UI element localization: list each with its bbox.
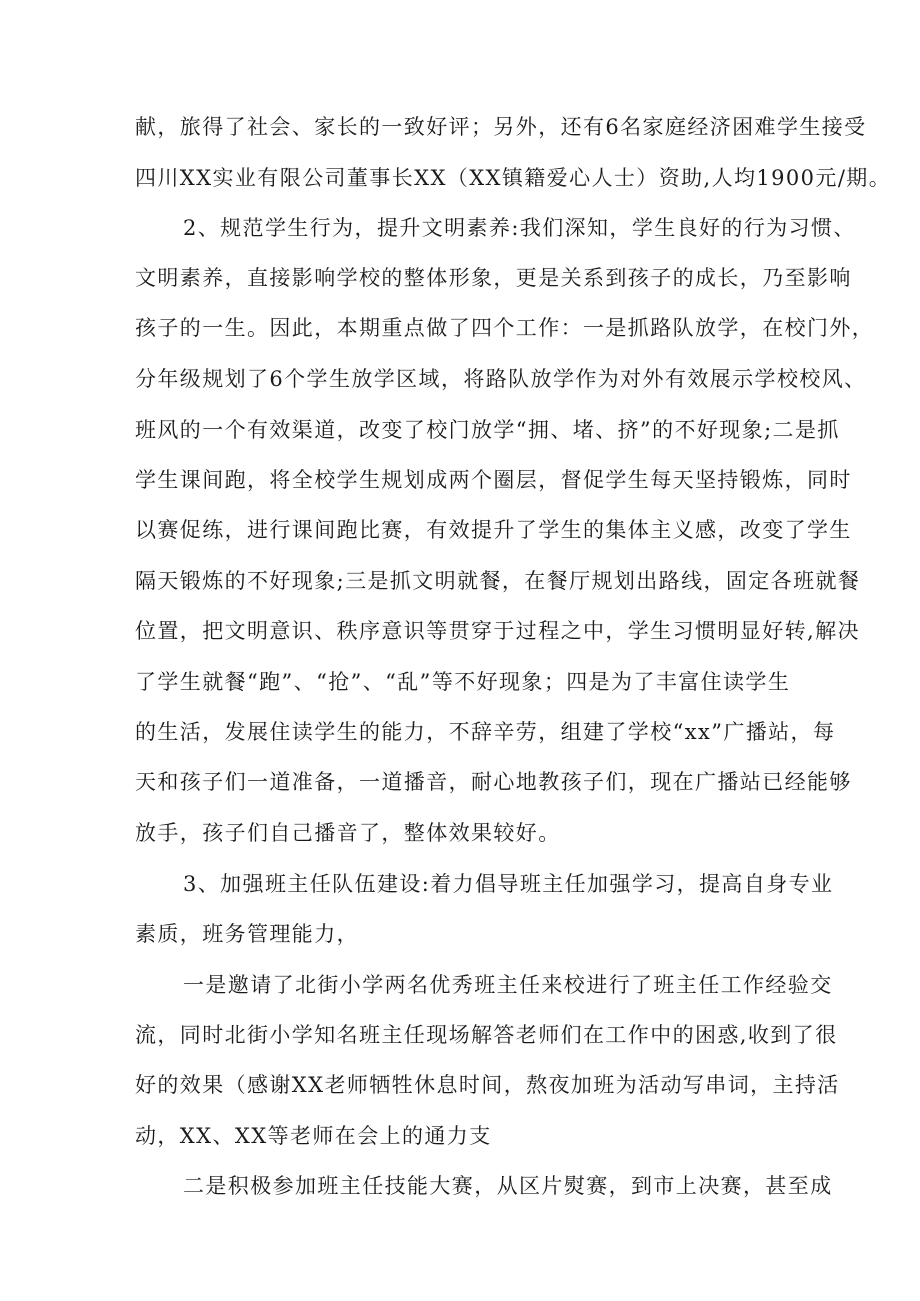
- text-line: 素质，班务管理能力，: [135, 922, 359, 946]
- text-line: 分年级规划了6个学生放学区域，将路队放学作为对外有效展示学校校风、: [135, 367, 867, 391]
- text-line: 好的效果（感谢XX老师牺牲休息时间，熬夜加班为活动写串词，主持活: [135, 1073, 840, 1097]
- text-line: 以赛促练，进行课间跑比赛，有效提升了学生的集体主义感，改变了学生: [135, 518, 852, 542]
- text-line: 的生活，发展住读学生的能力，不辞辛劳，组建了学校“xx”广播站，每: [135, 720, 836, 744]
- text-line: 班风的一个有效渠道，改变了校门放学“拥、堵、挤”的不好现象;二是抓: [135, 418, 840, 442]
- text-line: 一是邀请了北街小学两名优秀班主任来校进行了班主任工作经验交: [183, 973, 833, 997]
- text-line: 位置，把文明意识、秩序意识等贯穿于过程之中，学生习惯明显好转,解决: [135, 619, 860, 643]
- text-line: 了学生就餐“跑”、“抢”、“乱”等不好现象；四是为了丰富住读学生: [135, 670, 791, 694]
- text-line: 放手，孩子们自己播音了，整体效果较好。: [135, 821, 561, 845]
- text-line: 隔天锻炼的不好现象;三是抓文明就餐，在餐厅规划出路线，固定各班就餐: [135, 569, 861, 593]
- text-line: 动，XX、XX等老师在会上的通力支: [135, 1124, 492, 1148]
- text-line: 孩子的一生。因此，本期重点做了四个工作：一是抓路队放学，在校门外，: [135, 316, 875, 340]
- text-line: 流，同时北街小学知名班主任现场解答老师们在工作中的困惑,收到了很: [135, 1023, 838, 1047]
- text-line: 二是积极参加班主任技能大赛，从区片熨赛，到市上决赛，甚至成: [183, 1174, 833, 1198]
- text-line: 天和孩子们一道准备，一道播音，耐心地教孩子们，现在广播站已经能够: [135, 770, 852, 794]
- text-line: 四川XX实业有限公司董事长XX（XX镇籍爱心人士）资助,人均1900元/期。: [135, 166, 892, 190]
- text-line: 2、规范学生行为，提升文明素养:我们深知，学生良好的行为习惯、: [183, 216, 856, 240]
- text-line: 文明素养，直接影响学校的整体形象，更是关系到孩子的成长，乃至影响: [135, 266, 852, 290]
- text-line: 3、加强班主任队伍建设:着力倡导班主任加强学习，提高自身专业: [183, 872, 834, 896]
- text-line: 学生课间跑，将全校学生规划成两个圈层，督促学生每天坚持锻炼，同时: [135, 468, 852, 492]
- text-line: 献，旅得了社会、家长的一致好评；另外，还有6名家庭经济困难学生接受: [135, 115, 867, 139]
